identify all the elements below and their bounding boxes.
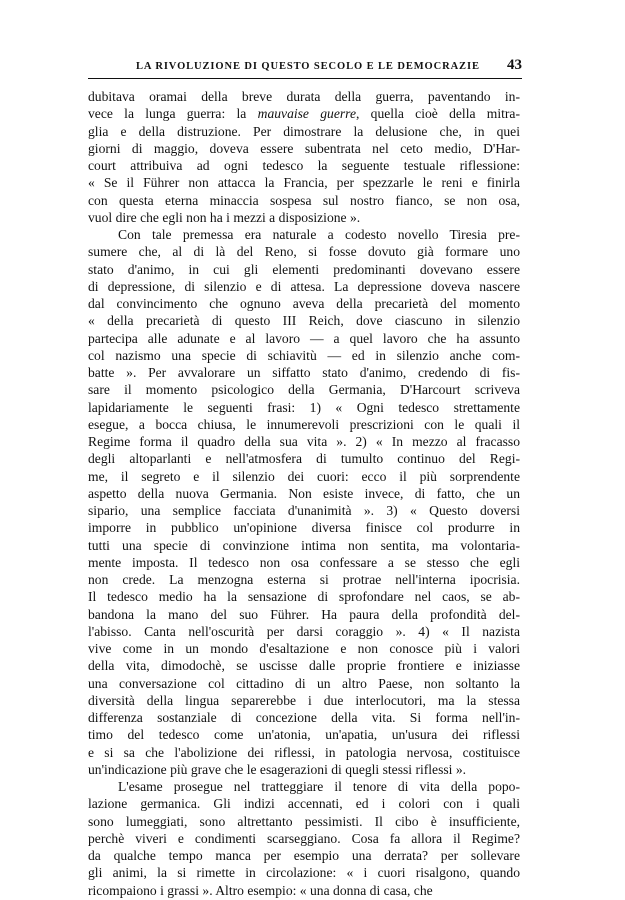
text-line: giorni di maggio, doveva essere subentrata nel ceto medio, D'Har-	[88, 140, 520, 156]
text-line: dubitava oramai della breve durata della guerra, paventando in-	[88, 89, 520, 104]
text-line: Il tedesco medio ha la sensazione di sprofondare nel caos, se ab-	[88, 589, 520, 605]
paragraph	[88, 226, 520, 778]
text-line: di depressione, di silenzio e di attesa. La depressione doveva nascere	[88, 278, 520, 294]
text-line: e si sa che l'abolizione dei riflessi, in patologia nervosa, costituisce	[88, 744, 520, 760]
text-line: vive come in un mondo d'esaltazione e non conosce più i valori	[88, 641, 520, 656]
body-text	[88, 88, 520, 899]
text-line: L'esame prosegue nel tratteggiare il tenore di vita della popo-	[118, 779, 520, 794]
text-line: non crede. La menzogna esterna si protrae nell'interna ipocrisia.	[88, 572, 520, 587]
text-line: imporre in pubblico un'opinione diversa finisce col produrre in	[88, 520, 520, 536]
text-line: lapidariamente le seguenti frasi: 1) « Ogni tedesco strettamente	[88, 399, 520, 415]
text-line: sono lumeggiati, sono altrettanto pessimisti. Il cibo è insufficiente,	[88, 813, 520, 829]
text-line: Con tale premessa era naturale a codesto novello Tiresia pre-	[118, 227, 520, 242]
text-line: differenza sostanziale di concezione della vita. Si forma nell'in-	[88, 710, 520, 725]
page-number: 43	[507, 57, 522, 73]
text-line: col nazismo una specie di schiavitù — ed in silenzio anche com-	[88, 347, 520, 363]
text-line: me, il segreto e il silenzio dei cuori: ecco il più sorprendente	[88, 468, 520, 484]
text-line: una conversazione col cittadino di un altro Paese, non soltanto la	[88, 675, 520, 691]
text-line: ricompaiono i grassi ». Altro esempio: « una donna di casa, che	[88, 882, 433, 898]
text-line: l'abisso. Canta nell'oscurità per darsi coraggio ». 4) « Il nazista	[88, 623, 520, 639]
text-line: sipario, una semplice facciata d'unanimità ». 3) « Questo doversi	[88, 503, 520, 518]
text-line: partecipa alle adunate e al lavoro — a quel lavoro che ha assunto	[88, 330, 520, 346]
text-line: diversità della lingua separerebbe i due interlocutori, ma la stessa	[88, 692, 520, 708]
text-line: sumere che, al di là del Reno, si fosse dovuto già formare uno	[88, 244, 520, 260]
text-line: bandona la mano del suo Führer. Ha paura della profondità del-	[88, 606, 520, 622]
text-line: mente imposta. Il tedesco non osa confessare a se stesso che egli	[88, 554, 520, 570]
text-line: da qualche tempo manca per esempio una derrata? per sollevare	[88, 848, 520, 863]
text-line: dal convincimento che ognuno aveva della precarietà del momento	[88, 296, 520, 311]
running-title: LA RIVOLUZIONE DI QUESTO SECOLO E LE DEMOCRAZIE	[136, 61, 480, 72]
page-header	[88, 59, 522, 79]
text-line: « Se il Führer non attacca la Francia, per spezzarle le reni e finirla	[88, 175, 520, 191]
text-line: court attribuiva ad ogni tedesco la seguente testuale riflessione:	[88, 158, 520, 173]
text-line: gli animi, la si rimette in circolazione: « i cuori risalgono, quando	[88, 865, 520, 881]
text-line: perchè viveri e condimenti scarseggiano. Cosa fa allora il Regime?	[88, 830, 520, 846]
text-line: aspetto della nuova Germania. Non esiste invece, di fatto, che un	[88, 485, 520, 501]
text-line: batte ». Per avvalorare un siffatto stato d'animo, credendo di fis-	[88, 365, 520, 380]
text-line: degli altoparlanti e nell'atmosfera di tumulto continuo del Regi-	[88, 451, 520, 467]
text-line: glia e della distruzione. Per dimostrare la delusione che, in quei	[88, 123, 520, 139]
text-line: vuol dire che egli non ha i mezzi a disposizione ».	[88, 209, 361, 225]
text-line: sare il momento psicologico della Germania, D'Harcourt scriveva	[88, 382, 520, 398]
text-line: della vita, dimodochè, se uscisse dalle proprie frontiere e iniziasse	[88, 658, 520, 674]
text-line: un'indicazione più grave che le esagerazioni di quegli stessi riflessi ».	[88, 761, 467, 777]
text-line: « della precarietà di questo III Reich, dove ciascuno in silenzio	[88, 313, 520, 329]
text-line: tutti una specie di convinzione intima non sentita, ma volontaria-	[88, 537, 520, 553]
text-line: timo del tedesco come un'atonia, un'apatia, un'usura dei riflessi	[88, 727, 520, 743]
text-line: Regime forma il quadro della sua vita ». 2) « In mezzo al fracasso	[88, 434, 520, 449]
header-rule	[88, 78, 522, 79]
text-line: lazione germanica. Gli indizi accennati, ed i colori con i quali	[88, 796, 520, 812]
text-line: esegue, a bocca chiusa, le innumerevoli prescrizioni con le quali il	[88, 416, 520, 432]
text-line: vece la lunga guerra: la mauvaise guerre, quella cioè della mitra-	[88, 106, 520, 122]
paragraph	[88, 778, 520, 899]
paragraph	[88, 88, 520, 226]
text-line: con questa eterna minaccia sospesa sul nostro fianco, se non osa,	[88, 192, 520, 208]
text-line: stato d'animo, in cui gli elementi predominanti dovevano essere	[88, 261, 520, 277]
